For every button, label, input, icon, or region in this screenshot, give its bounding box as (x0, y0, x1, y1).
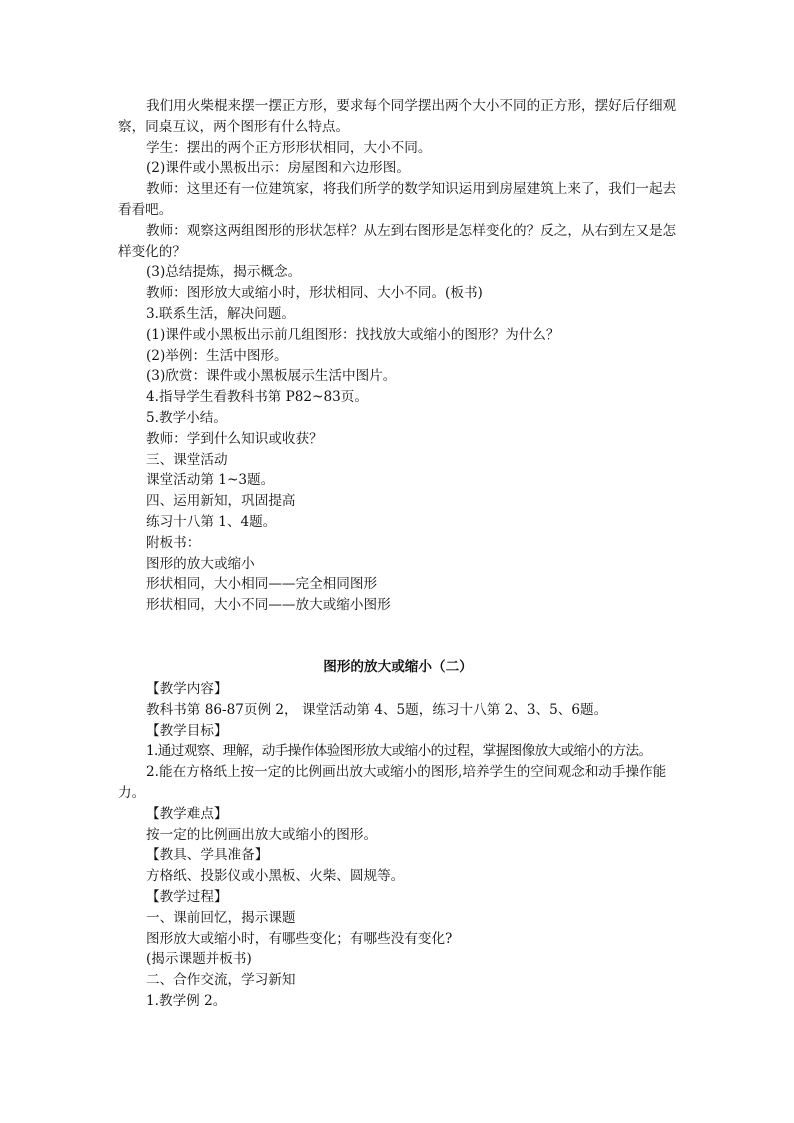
section-label: 【教具、学具准备】 (146, 847, 269, 864)
board-notes-label: 附板书： (146, 534, 201, 551)
lesson-title: 图形的放大或缩小（二） (323, 659, 473, 675)
paragraph: 练习十八第 1、4题。 (146, 513, 277, 530)
section-heading: 一、课前回忆，揭示课题 (146, 909, 296, 926)
paragraph: 教师：观察这两组图形的形状怎样？从左到右图形是怎样变化的？反之，从右到左又是怎样变化的？ (118, 222, 677, 260)
paragraph: (揭示课题并板书) (146, 951, 252, 968)
paragraph: 按一定的比例画出放大或缩小的图形。 (146, 826, 378, 843)
paragraph: 1.教学例 2。 (146, 992, 227, 1009)
paragraph: (2)举例：生活中图形。 (146, 347, 288, 364)
paragraph: 教师：这里还有一位建筑家，将我们所学的数学知识运用到房屋建筑上来了，我们一起去看看吧。 (118, 181, 677, 218)
paragraph: 4.指导学生看教科书第 P82~83页。 (146, 389, 368, 406)
paragraph: 2.能在方格纸上按一定的比例画出放大或缩小的图形,培养学生的空间观念和动手操作能力。 (118, 764, 667, 801)
paragraph: 方格纸、投影仪或小黑板、火柴、圆规等。 (146, 868, 405, 885)
board-notes-line: 形状相同，大小不同——放大或缩小图形 (146, 597, 391, 614)
paragraph: 教师：学到什么知识或收获？ (146, 430, 323, 447)
paragraph: (3)欣赏：课件或小黑板展示生活中图片。 (146, 368, 397, 385)
paragraph: 教师：图形放大或缩小时，形状相同、大小不同。(板书) (146, 285, 483, 302)
paragraph: 5.教学小结。 (146, 409, 227, 426)
paragraph: 课堂活动第 1~3题。 (146, 472, 275, 489)
lesson-one-continuation (118, 96, 678, 616)
section-label: 【教学过程】 (146, 888, 228, 905)
paragraph: 教科书第 86-87页例 2， 课堂活动第 4、5题，练习十八第 2、3、5、6题。 (146, 701, 608, 718)
section-label: 【教学难点】 (146, 805, 228, 822)
board-notes-line: 图形的放大或缩小 (146, 555, 255, 572)
lesson-two (118, 679, 678, 1012)
paragraph: 学生：摆出的两个正方形形状相同，大小不同。 (146, 139, 432, 156)
paragraph: (1)课件或小黑板出示前几组图形：找找放大或缩小的图形？为什么？ (146, 326, 560, 343)
paragraph: 图形放大或缩小时，有哪些变化；有哪些没有变化? (146, 930, 453, 947)
paragraph: (3)总结提炼，揭示概念。 (146, 264, 302, 281)
board-notes-line: 形状相同，大小相同——完全相同图形 (146, 576, 378, 593)
paragraph: 1.通过观察、理解，动手操作体验图形放大或缩小的过程，掌握图像放大或缩小的方法。 (146, 743, 652, 760)
paragraph: 3.联系生活，解决问题。 (146, 305, 295, 322)
section-label: 【教学内容】 (146, 681, 228, 697)
section-heading: 三、课堂活动 (146, 451, 228, 468)
section-heading: 四、运用新知，巩固提高 (146, 493, 296, 510)
paragraph: (2)课件或小黑板出示：房屋图和六边形图。 (146, 160, 410, 177)
section-label: 【教学目标】 (146, 722, 228, 739)
paragraph: 我们用火柴棍来摆一摆正方形，要求每个同学摆出两个大小不同的正方形，摆好后仔细观察，同桌互议，两个图形有什么特点。 (118, 98, 677, 135)
section-heading: 二、合作交流，学习新知 (146, 972, 296, 989)
